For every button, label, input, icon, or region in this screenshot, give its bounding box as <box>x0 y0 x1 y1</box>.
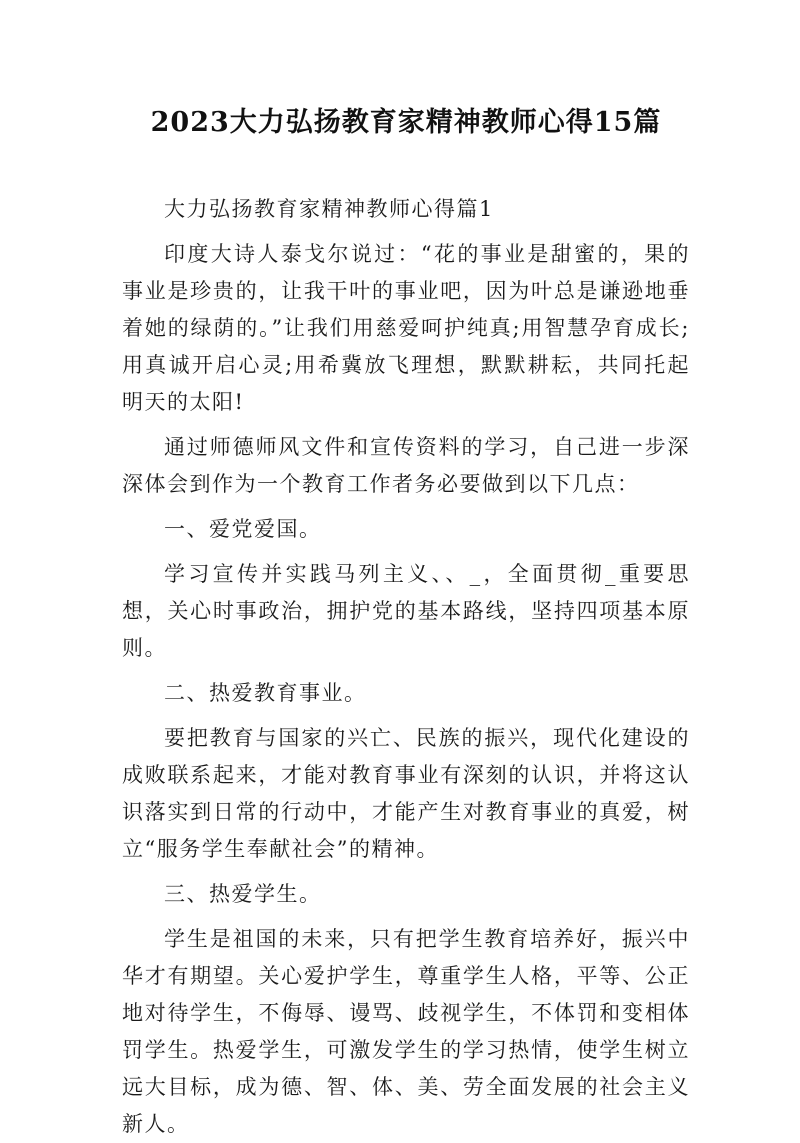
paragraph-quote: 印度大诗人泰戈尔说过：“花的事业是甜蜜的，果的事业是珍贵的，让我干叶的事业吧，因为叶总是谦逊地垂着她的绿荫的。”让我们用慈爱呵护纯真;用智慧孕育成长;用真诚开启心灵;用希冀放飞理想，默默耕耘，共同托起明天的太阳! <box>122 242 690 414</box>
section-title: 大力弘扬教育家精神教师心得篇1 <box>164 197 494 221</box>
heading-3: 三、热爱学生。 <box>164 882 322 906</box>
heading-1: 一、爱党爱国。 <box>164 517 322 541</box>
heading-2: 二、热爱教育事业。 <box>164 681 367 705</box>
paragraph-3: 学生是祖国的未来，只有把学生教育培养好，振兴中华才有期望。关心爱护学生，尊重学生人格，平等、公正地对待学生，不侮辱、谩骂、歧视学生，不体罚和变相体罚学生。热爱学生，可激发学生的学习热情，使学生树立远大目标，成为德、智、体、美、劳全面发展的社会主义新人。 <box>122 927 690 1136</box>
paragraph-intro: 通过师德师风文件和宣传资料的学习，自己进一步深深体会到作为一个教育工作者务必要做到以下几点： <box>122 435 690 496</box>
document-body <box>122 191 690 1143</box>
document-title: 2023大力弘扬教育家精神教师心得15篇 <box>150 107 662 138</box>
paragraph-1: 学习宣传并实践马列主义、、_，全面贯彻_重要思想，关心时事政治，拥护党的基本路线，坚持四项基本原则。 <box>122 562 690 660</box>
paragraph-2: 要把教育与国家的兴亡、民族的振兴，现代化建设的成败联系起来，才能对教育事业有深刻的认识，并将这认识落实到日常的行动中，才能产生对教育事业的真爱，树立“服务学生奉献社会”的精神。 <box>122 726 690 861</box>
